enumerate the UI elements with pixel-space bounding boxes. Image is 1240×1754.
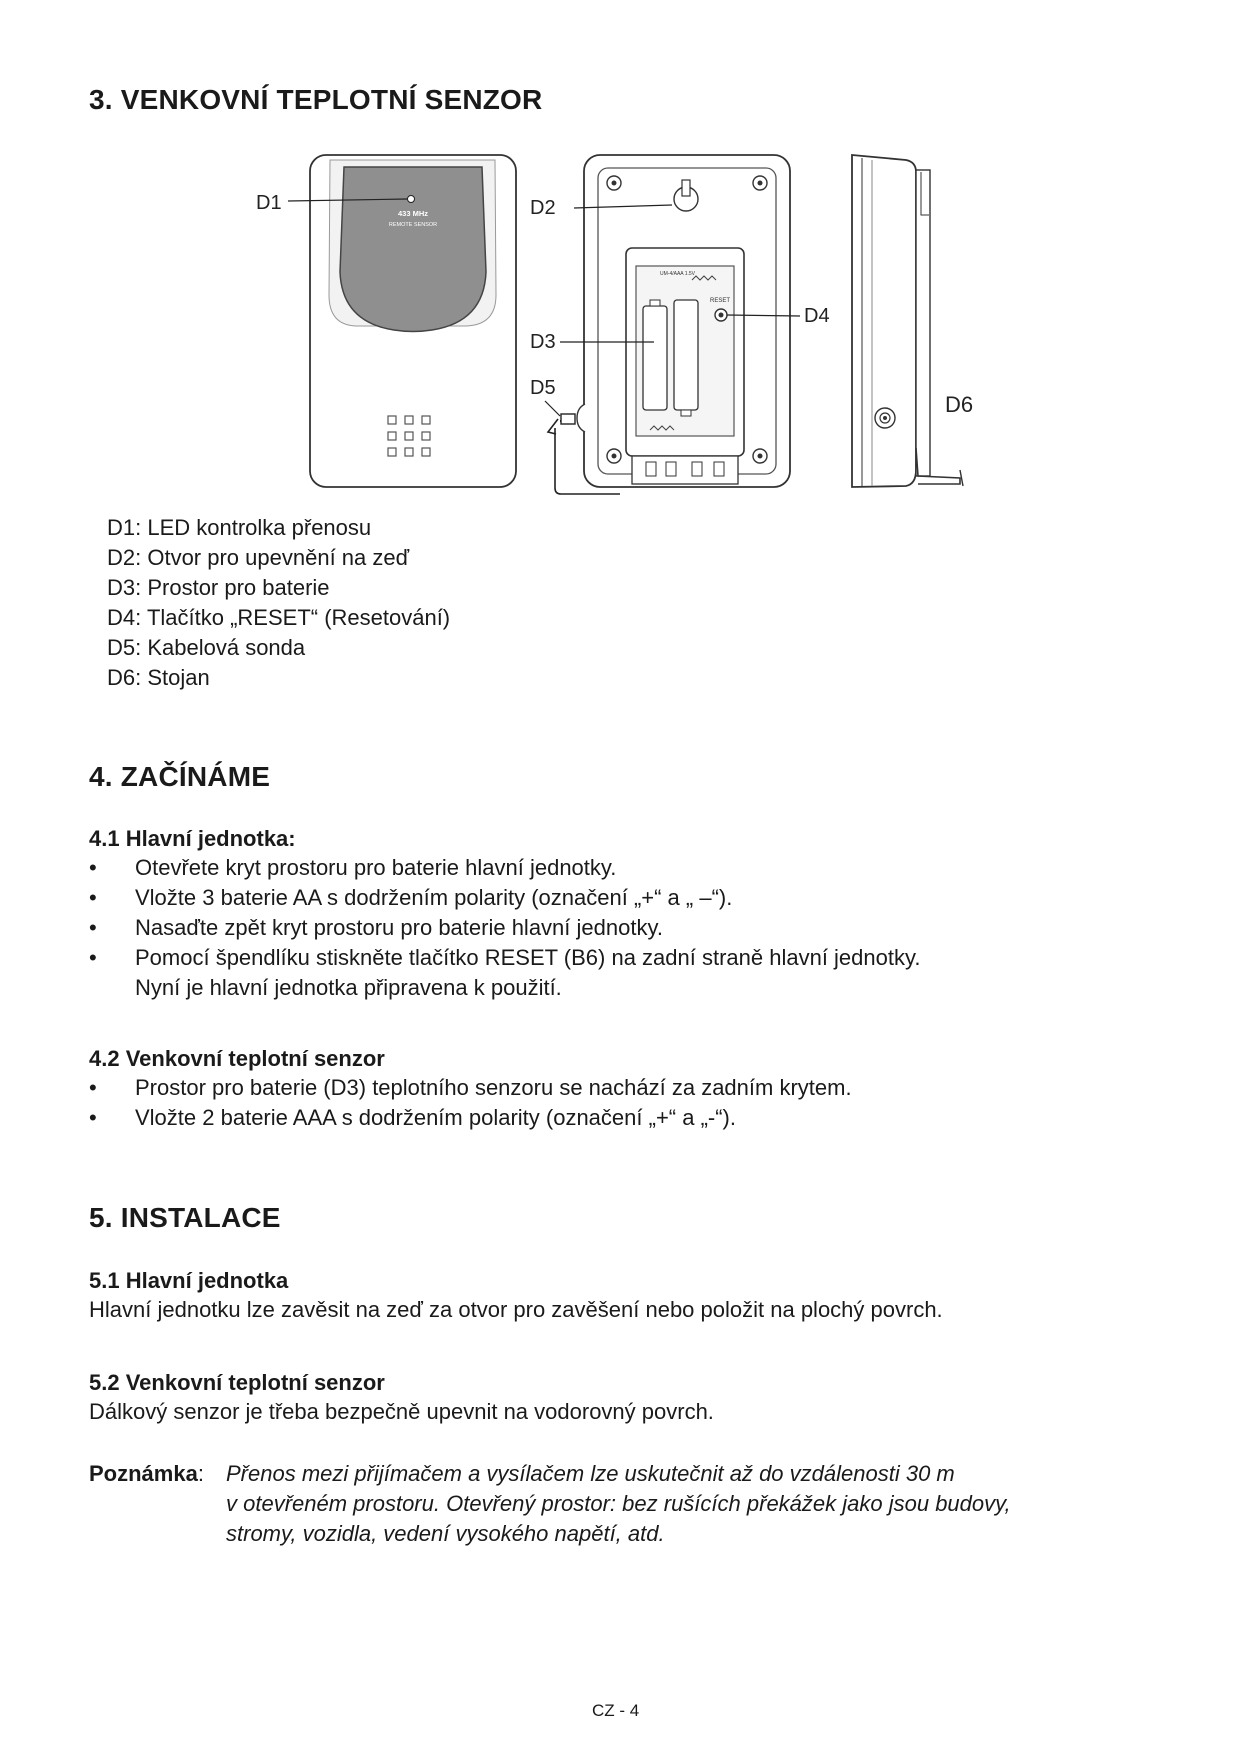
note-line: Přenos mezi přijímačem a vysílačem lze uskutečnit až do vzdálenosti 30 m [226, 1461, 955, 1486]
list-item: • Otevřete kryt prostoru pro baterie hlavní jednotky. [89, 855, 617, 880]
subsection-5-1-text: Hlavní jednotku lze zavěsit na zeď za otvor pro zavěšení nebo položit na plochý povrch. [89, 1297, 943, 1322]
reset-text: RESET [710, 298, 731, 304]
list-item-text: Vložte 3 baterie AA s dodržením polarity (označení „+“ a „ –“). [135, 885, 733, 910]
list-item: • Vložte 3 baterie AA s dodržením polarity (označení „+“ a „ –“). [89, 885, 733, 910]
subsection-5-1-title: 5.1 Hlavní jednotka [89, 1268, 289, 1293]
legend-item: D1: LED kontrolka přenosu [107, 515, 372, 540]
legend-item: D2: Otvor pro upevnění na zeď [107, 545, 410, 570]
battery-right [674, 300, 698, 410]
subsection-4-2-title: 4.2 Venkovní teplotní senzor [89, 1046, 385, 1071]
section-5-title: 5. INSTALACE [89, 1202, 281, 1233]
note-colon: : [197, 1461, 204, 1486]
legend-item: D6: Stojan [107, 665, 210, 690]
component-legend [107, 513, 450, 693]
list-item-text: Nyní je hlavní jednotka připravena k použití. [135, 975, 562, 1000]
battery-left [643, 306, 667, 410]
sensor-side-view [852, 155, 973, 487]
led-indicator [408, 196, 415, 203]
list-item-text: Nasaďte zpět kryt prostoru pro baterie hlavní jednotky. [135, 915, 663, 940]
note-line: v otevřeném prostoru. Otevřený prostor: bez rušících překážek jako jsou budovy, [226, 1491, 1011, 1516]
legend-item: D4: Tlačítko „RESET“ (Resetování) [107, 605, 451, 630]
front-sensor-label: REMOTE SENSOR [388, 222, 438, 228]
note-label: Poznámka [89, 1461, 198, 1486]
label-d6: D6 [945, 392, 974, 417]
page-number: CZ - 4 [592, 1701, 640, 1720]
sensor-diagram [250, 140, 990, 505]
label-d1: D1 [256, 192, 282, 214]
note-block [89, 1459, 204, 1489]
front-freq-label: 433 MHz [397, 209, 429, 218]
battery-type-label: UM-4/AAA 1.5V [660, 271, 696, 277]
subsection-5-2-title: 5.2 Venkovní teplotní senzor [89, 1370, 385, 1395]
list-item: • Pomocí špendlíku stiskněte tlačítko RESET (B6) na zadní straně hlavní jednotky. [89, 945, 921, 970]
subsection-4-2-list [89, 1073, 1109, 1133]
subsection-5-2-text: Dálkový senzor je třeba bezpečně upevnit na vodorovný povrch. [89, 1399, 714, 1424]
list-item: • Prostor pro baterie (D3) teplotního senzoru se nachází za zadním krytem. [89, 1075, 852, 1100]
section-4-title: 4. ZAČÍNÁME [89, 761, 271, 792]
legend-item: D3: Prostor pro baterie [107, 575, 330, 600]
label-d2: D2 [530, 197, 556, 219]
subsection-4-1-list [89, 853, 1109, 1003]
sensor-front-view [256, 155, 516, 487]
section-3-title: 3. VENKOVNÍ TEPLOTNÍ SENZOR [89, 84, 543, 115]
list-item-text: Pomocí špendlíku stiskněte tlačítko RESET (B6) na zadní straně hlavní jednotky. [135, 945, 921, 970]
list-item-continuation [89, 973, 1109, 1003]
legend-item: D5: Kabelová sonda [107, 635, 306, 660]
subsection-4-1-title: 4.1 Hlavní jednotka: [89, 826, 296, 851]
label-d4: D4 [804, 305, 830, 327]
list-item-text: Vložte 2 baterie AAA s dodržením polarity (označení „+“ a „-“). [135, 1105, 736, 1130]
note-line: stromy, vozidla, vedení vysokého napětí, atd. [226, 1521, 665, 1546]
label-d5: D5 [530, 377, 556, 399]
list-item-text: Otevřete kryt prostoru pro baterie hlavní jednotky. [135, 855, 617, 880]
list-item: • Vložte 2 baterie AAA s dodržením polarity (označení „+“ a „-“). [89, 1105, 736, 1130]
label-d3: D3 [530, 331, 556, 353]
list-item-text: Prostor pro baterie (D3) teplotního senzoru se nachází za zadním krytem. [135, 1075, 852, 1100]
list-item: • Nasaďte zpět kryt prostoru pro baterie hlavní jednotky. [89, 915, 663, 940]
note-body [226, 1459, 1011, 1549]
sensor-back-view [530, 155, 830, 494]
